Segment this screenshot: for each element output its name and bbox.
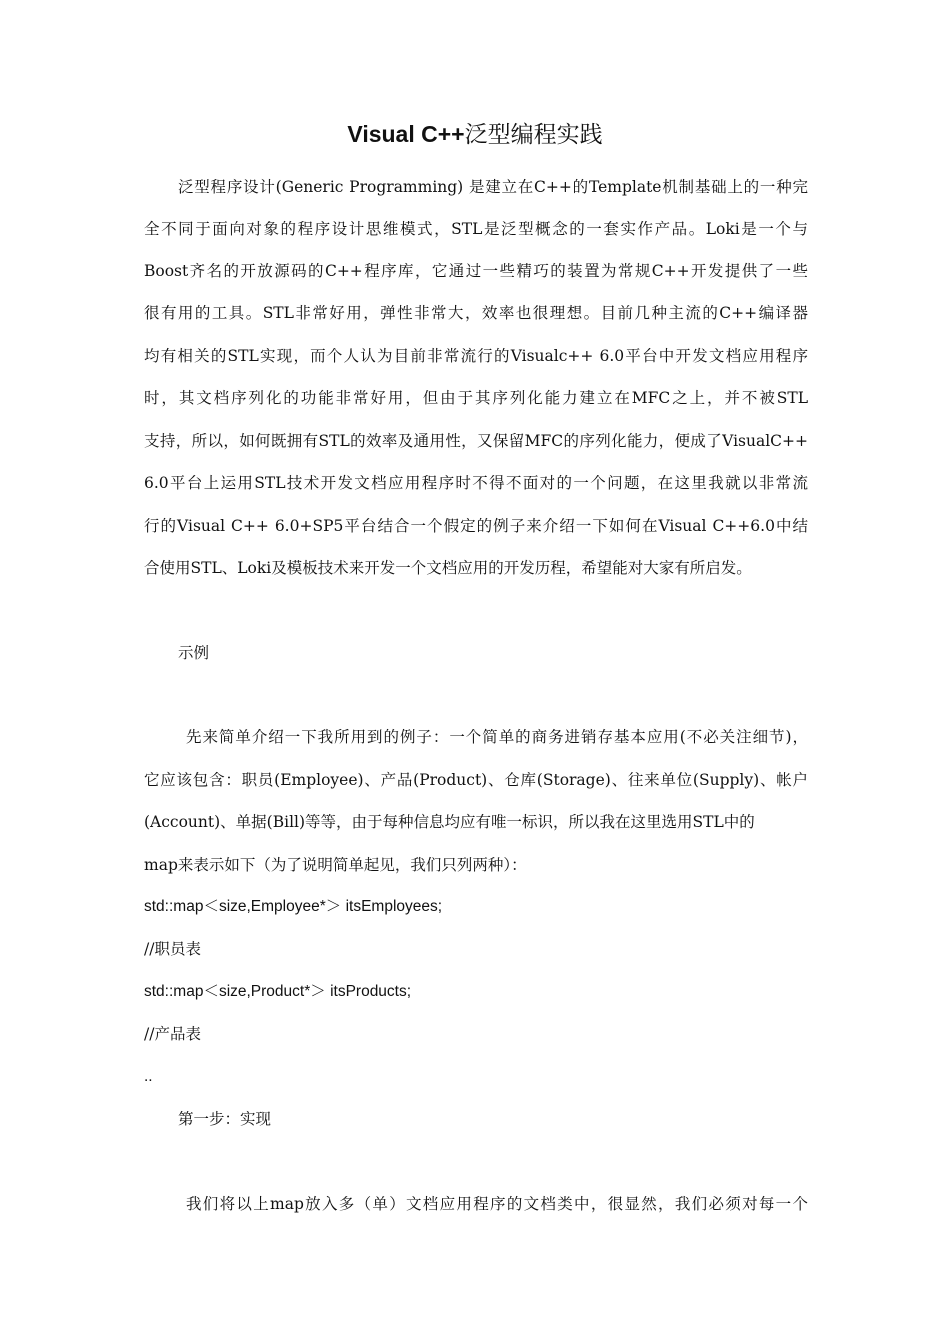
code-line: std::map＜size,Product*＞ itsProducts; (144, 983, 412, 1000)
example-line: 它应该包含：职员(Employee)、产品(Product)、仓库(Storage)、往来单位(Supply)、帐户 (144, 771, 808, 789)
intro-line: 全不同于面向对象的程序设计思维模式，STL是泛型概念的一套实作产品。Loki是一个与 (144, 220, 808, 238)
section-heading-example: 示例 (178, 644, 210, 662)
document-title (0, 116, 950, 153)
intro-line: 支持，所以，如何既拥有STL的效率及通用性，又保留MFC的序列化能力，便成了VisualC++ (144, 432, 808, 450)
title-latin: Visual C++ (347, 121, 465, 147)
code-comment: //产品表 (144, 1025, 201, 1043)
example-line: (Account)、单据(Bill)等等，由于每种信息均应有唯一标识，所以我在这里选用STL中的 (144, 813, 755, 831)
code-ellipsis: .. (144, 1068, 153, 1085)
code-line: std::map＜size,Employee*＞ itsEmployees; (144, 898, 443, 915)
example-line: 先来简单介绍一下我所用到的例子：一个简单的商务进销存基本应用(不必关注细节)， (186, 728, 808, 746)
intro-line: Boost齐名的开放源码的C++程序库，它通过一些精巧的装置为常规C++开发提供了一些 (144, 262, 808, 280)
section-heading-step1: 第一步：实现 (178, 1110, 272, 1128)
example-line: map来表示如下（为了说明简单起见，我们只列两种）： (144, 856, 527, 874)
intro-line: 时，其文档序列化的功能非常好用，但由于其序列化能力建立在MFC之上，并不被STL (144, 389, 808, 407)
intro-line: 很有用的工具。STL非常好用，弹性非常大，效率也很理想。目前几种主流的C++编译器 (144, 304, 808, 322)
intro-line: 行的Visual C++ 6.0+SP5平台结合一个假定的例子来介绍一下如何在Visual C++6.0中结 (144, 517, 808, 535)
title-cjk: 泛型编程实践 (464, 122, 603, 148)
code-comment: //职员表 (144, 940, 201, 958)
intro-line: 泛型程序设计(Generic Programming) 是建立在C++的Template机制基础上的一种完 (178, 178, 808, 196)
step1-line: 我们将以上map放入多（单）文档应用程序的文档类中，很显然，我们必须对每一个 (186, 1195, 808, 1213)
intro-line: 均有相关的STL实现，而个人认为目前非常流行的Visualc++ 6.0平台中开发文档应用程序 (144, 347, 808, 365)
intro-line: 合使用STL、Loki及模板技术来开发一个文档应用的开发历程，希望能对大家有所启发。 (144, 559, 752, 577)
intro-line: 6.0平台上运用STL技术开发文档应用程序时不得不面对的一个问题，在这里我就以非常流 (144, 474, 808, 492)
